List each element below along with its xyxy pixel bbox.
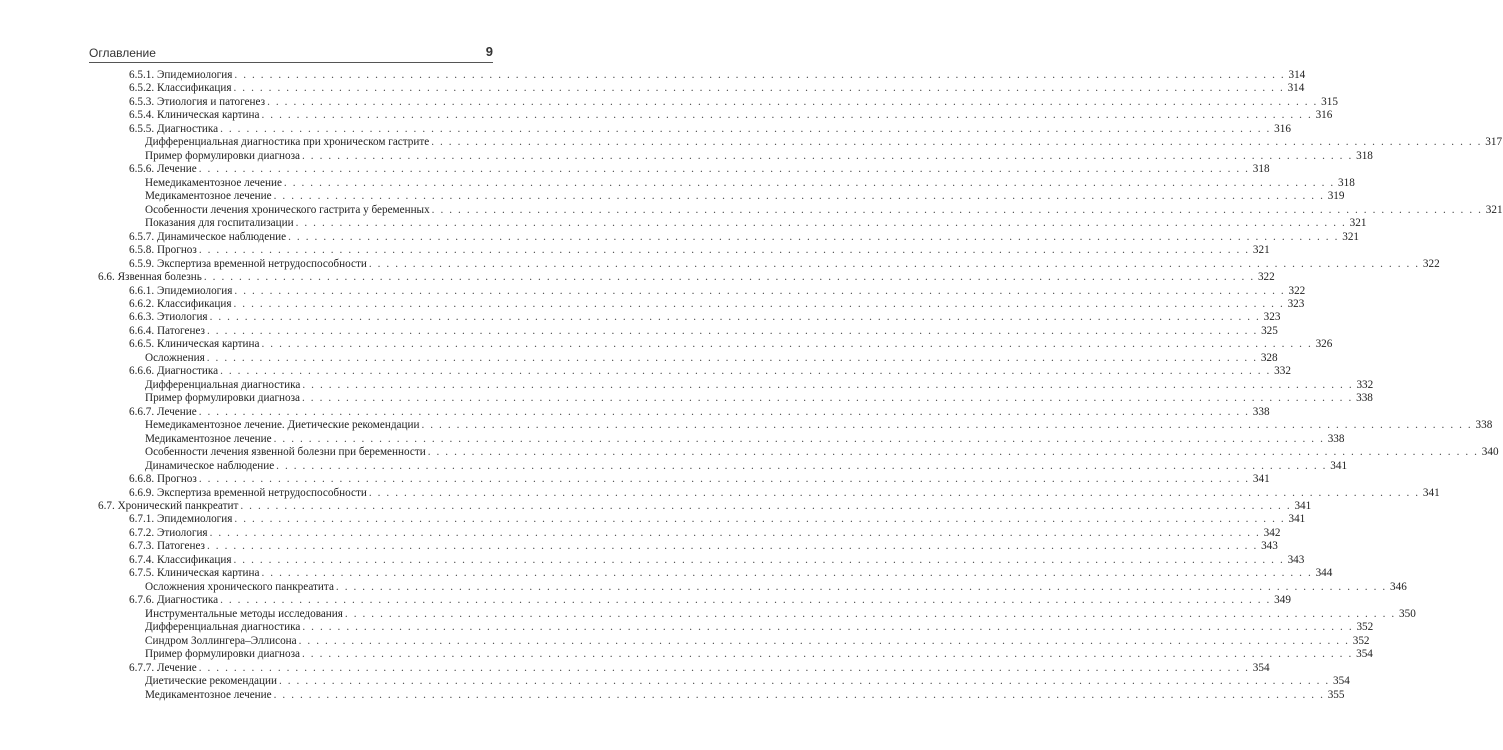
toc-entry-page: 321 (1349, 217, 1367, 230)
toc-entry (89, 432, 1345, 446)
toc-entry-page: 340 (1481, 446, 1499, 459)
toc-entry-page: 338 (1252, 405, 1270, 418)
toc-entry-title: 6.6.1. Эпидемиология (129, 284, 233, 297)
toc-dot-leader: . . . . . . . . . . . . . . . . . . . . . . . . . . . . . . . . . . . . . . . . . . . . . . . . . . . . . . . . . . . . . . . . . . . . . . . . . . . . . . . . . . . . . . . . . . . . . . . . . . . . . . . . . . . . . . . . . . . . . . . . (368, 257, 1420, 270)
toc-entry-page: 321 (1485, 203, 1503, 216)
toc-entry-title: Особенности лечения хронического гастрита у беременных (145, 203, 430, 216)
toc-entry-title: 6.7.6. Диагностика (129, 594, 219, 607)
toc-entry (89, 284, 1306, 298)
toc-entry-title: Медикаментозное лечение (145, 432, 272, 445)
toc-entry (89, 297, 1305, 311)
toc-entry (89, 526, 1281, 540)
toc-entry (89, 473, 1270, 486)
toc-dot-leader: . . . . . . . . . . . . . . . . . . . . . . . . . . . . . . . . . . . . . . . . . . . . . . . . . . . . . . . . . . . . . . . . . . . . . . . . . . . . . . . . . . . . . . . . . . . . . . . . . . . . . . . . . . . . . . . . . . . . . . . . (427, 446, 1479, 459)
toc-entry-page: 341 (1422, 486, 1440, 499)
toc-entry-title: Синдром Золлингера–Эллисона (145, 634, 297, 647)
toc-entry-page: 352 (1356, 621, 1374, 634)
toc-entry (89, 176, 1355, 190)
toc-dot-leader: . . . . . . . . . . . . . . . . . . . . . . . . . . . . . . . . . . . . . . . . . . . . . . . . . . . . . . . . . . . . . . . . . . . . . . . . . . . . . . . . . . . . . . . . . . . . . . . . . . . . . . . . . . . . . . . . . . . . . . . . (283, 176, 1335, 189)
toc-entry-title: 6.7.5. Клиническая картина (129, 567, 260, 580)
toc-entry-page: 318 (1252, 163, 1270, 176)
toc-dot-leader: . . . . . . . . . . . . . . . . . . . . . . . . . . . . . . . . . . . . . . . . . . . . . . . . . . . . . . . . . . . . . . . . . . . . . . . . . . . . . . . . . . . . . . . . . . . . . . . . . . . . . . . . . . . . . . . . . . . . . . . . (298, 634, 1350, 647)
toc-entry-page: 318 (1356, 149, 1373, 162)
toc-entry (89, 351, 1278, 365)
toc-dot-leader: . . . . . . . . . . . . . . . . . . . . . . . . . . . . . . . . . . . . . . . . . . . . . . . . . . . . . . . . . . . . . . . . . . . . . . . . . . . . . . . . . . . . . . . . . . . . . . . . . . . . . . . . . . . . . . . . . . . . . . . . (295, 217, 1347, 230)
toc-entry-title: Осложнения (145, 351, 205, 364)
toc-entry (89, 688, 1345, 702)
toc-entry (89, 500, 1312, 513)
toc-entry-page: 328 (1260, 351, 1278, 364)
toc-dot-leader: . . . . . . . . . . . . . . . . . . . . . . . . . . . . . . . . . . . . . . . . . . . . . . . . . . . . . . . . . . . . . . . . . . . . . . . . . . . . . . . . . . . . . . . . . . . . . . . . . . . . . . . . . . . . . . . . . . . . . . . . (234, 513, 1286, 526)
toc-entry (89, 634, 1370, 648)
toc-entry (89, 459, 1348, 473)
toc-entry-page: 352 (1352, 634, 1370, 647)
toc-entry (89, 378, 1374, 392)
toc-entry (89, 365, 1291, 378)
toc-entry (89, 553, 1305, 567)
toc-entry-page: 318 (1338, 176, 1355, 189)
toc-entry-page: 355 (1327, 688, 1345, 701)
toc-entry-title: Немедикаментозное лечение. Диетические рекомендации (145, 419, 420, 432)
toc-entry-title: Медикаментозное лечение (145, 688, 272, 701)
toc-dot-leader: . . . . . . . . . . . . . . . . . . . . . . . . . . . . . . . . . . . . . . . . . . . . . . . . . . . . . . . . . . . . . . . . . . . . . . . . . . . . . . . . . . . . . . . . . . . . . . . . . . . . . . . . . . . . . . . . . . . . . . . . (198, 661, 1250, 674)
page-number: 9 (485, 44, 493, 59)
toc-entry-title: 6.6.7. Лечение (129, 405, 197, 418)
toc-entry (89, 419, 1493, 432)
toc-entry-title: 6.7.3. Патогенез (129, 540, 205, 553)
toc-entry-title: 6.7.4. Классификация (129, 553, 232, 566)
toc-entry-title: Особенности лечения язвенной болезни при беременности (145, 446, 426, 459)
toc-entry (89, 540, 1278, 553)
toc-entry (89, 136, 1503, 149)
toc-entry (89, 338, 1333, 351)
toc-entry (89, 271, 1275, 284)
toc-entry-title: Показания для госпитализации (145, 217, 294, 230)
toc-entry-title: Дифференциальная диагностика (145, 621, 301, 634)
toc-entry-page: 315 (1321, 95, 1338, 108)
toc-dot-leader: . . . . . . . . . . . . . . . . . . . . . . . . . . . . . . . . . . . . . . . . . . . . . . . . . . . . . . . . . . . . . . . . . . . . . . . . . . . . . . . . . . . . . . . . . . . . . . . . . . . . . . . . . . . . . . . . . . . . . . . . (344, 607, 1396, 620)
toc-entry (89, 109, 1333, 122)
toc-entry-title: 6.5.6. Лечение (129, 163, 197, 176)
toc-dot-leader: . . . . . . . . . . . . . . . . . . . . . . . . . . . . . . . . . . . . . . . . . . . . . . . . . . . . . . . . . . . . . . . . . . . . . . . . . . . . . . . . . . . . . . . . . . . . . . . . . . . . . . . . . . . . . . . . . . . . . . . . (335, 580, 1387, 593)
toc-dot-leader: . . . . . . . . . . . . . . . . . . . . . . . . . . . . . . . . . . . . . . . . . . . . . . . . . . . . . . . . . . . . . . . . . . . . . . . . . . . . . . . . . . . . . . . . . . . . . . . . . . . . . . . . . . . . . . . . . . . . . . . . (278, 675, 1330, 688)
toc-dot-leader: . . . . . . . . . . . . . . . . . . . . . . . . . . . . . . . . . . . . . . . . . . . . . . . . . . . . . . . . . . . . . . . . . . . . . . . . . . . . . . . . . . . . . . . . . . . . . . . . . . . . . . . . . . . . . . . . . . . . . . . . (220, 594, 1271, 607)
toc-entry (89, 311, 1281, 324)
toc-entry-page: 314 (1287, 82, 1305, 95)
toc-entry (89, 513, 1306, 526)
toc-entry-title: Инструментальные методы исследования (145, 607, 343, 620)
toc-entry (89, 217, 1367, 230)
header-rule (89, 62, 493, 63)
toc-entry (89, 149, 1373, 163)
toc-entry (89, 594, 1291, 607)
toc-entry (89, 567, 1333, 580)
toc-entry-title: 6.6.5. Клиническая картина (129, 338, 260, 351)
toc-entry-page: 323 (1263, 311, 1281, 324)
toc-entry-page: 321 (1342, 230, 1359, 243)
toc-entry (89, 324, 1278, 338)
toc-dot-leader: . . . . . . . . . . . . . . . . . . . . . . . . . . . . . . . . . . . . . . . . . . . . . . . . . . . . . . . . . . . . . . . . . . . . . . . . . . . . . . . . . . . . . . . . . . . . . . . . . . . . . . . . . . . . . . . . . . . . . . . . (302, 621, 1354, 634)
toc-entry (89, 257, 1440, 271)
toc-dot-leader: . . . . . . . . . . . . . . . . . . . . . . . . . . . . . . . . . . . . . . . . . . . . . . . . . . . . . . . . . . . . . . . . . . . . . . . . . . . . . . . . . . . . . . . . . . . . . . . . . . . . . . . . . . . . . . . . . . . . . . . . (276, 459, 1328, 472)
toc-entry-page: 342 (1263, 526, 1281, 539)
toc-entry-title: Немедикаментозное лечение (145, 176, 282, 189)
toc-dot-leader: . . . . . . . . . . . . . . . . . . . . . . . . . . . . . . . . . . . . . . . . . . . . . . . . . . . . . . . . . . . . . . . . . . . . . . . . . . . . . . . . . . . . . . . . . . . . . . . . . . . . . . . . . . . . . . . . . . . . . . . . (234, 69, 1286, 81)
toc-entry-page: 316 (1315, 109, 1333, 122)
toc-entry-title: Осложнения хронического панкреатита (145, 580, 334, 593)
toc-entry-title: 6.7.1. Эпидемиология (129, 513, 233, 526)
toc-entry-page: 341 (1330, 459, 1348, 472)
toc-dot-leader: . . . . . . . . . . . . . . . . . . . . . . . . . . . . . . . . . . . . . . . . . . . . . . . . . . . . . . . . . . . . . . . . . . . . . . . . . . . . . . . . . . . . . . . . . . . . . . . . . . . . . . . . . . . . . . . . . . . . . . . . (206, 351, 1258, 364)
toc-entry (89, 203, 1503, 217)
toc-entry-page: 332 (1274, 365, 1291, 378)
toc-entry (89, 69, 1306, 82)
toc-entry-title: 6.6.9. Экспертиза временной нетрудоспособности (129, 486, 367, 499)
toc-entry-page: 338 (1475, 419, 1493, 432)
toc-entry (89, 392, 1373, 405)
toc-entry (89, 82, 1305, 95)
toc-dot-leader: . . . . . . . . . . . . . . . . . . . . . . . . . . . . . . . . . . . . . . . . . . . . . . . . . . . . . . . . . . . . . . . . . . . . . . . . . . . . . . . . . . . . . . . . . . . . . . . . . . . . . . . . . . . . . . . . . . . . . . . . (421, 419, 1473, 432)
toc-entry-page: 343 (1261, 540, 1278, 553)
toc-entry-title: Динамическое наблюдение (145, 459, 275, 472)
toc-entry-title: Пример формулировки диагноза (145, 648, 301, 661)
toc-entry-page: 349 (1274, 594, 1291, 607)
toc-entry-page: 341 (1252, 473, 1270, 486)
toc-entry-title: Пример формулировки диагноза (145, 149, 301, 162)
toc-entry-title: 6.5.4. Клиническая картина (129, 109, 260, 122)
toc-entry-title: 6.7.2. Этиология (129, 526, 208, 539)
toc-dot-leader: . . . . . . . . . . . . . . . . . . . . . . . . . . . . . . . . . . . . . . . . . . . . . . . . . . . . . . . . . . . . . . . . . . . . . . . . . . . . . . . . . . . . . . . . . . . . . . . . . . . . . . . . . . . . . . . . . . . . . . . . (240, 500, 1292, 512)
toc-entry-page: 326 (1315, 338, 1333, 351)
toc-entry (89, 230, 1359, 244)
toc-entry-page: 322 (1288, 284, 1306, 297)
toc-entry-page: 325 (1261, 324, 1278, 337)
toc-dot-leader: . . . . . . . . . . . . . . . . . . . . . . . . . . . . . . . . . . . . . . . . . . . . . . . . . . . . . . . . . . . . . . . . . . . . . . . . . . . . . . . . . . . . . . . . . . . . . . . . . . . . . . . . . . . . . . . . . . . . . . . . (302, 648, 1353, 661)
toc-entry-title: 6.5.1. Эпидемиология (129, 69, 233, 81)
toc-entry (89, 244, 1270, 257)
toc-entry-page: 317 (1485, 136, 1503, 149)
toc-entry-page: 344 (1315, 567, 1333, 580)
toc-dot-leader: . . . . . . . . . . . . . . . . . . . . . . . . . . . . . . . . . . . . . . . . . . . . . . . . . . . . . . . . . . . . . . . . . . . . . . . . . . . . . . . . . . . . . . . . . . . . . . . . . . . . . . . . . . . . . . . . . . . . . . . . (233, 82, 1285, 95)
toc-dot-leader: . . . . . . . . . . . . . . . . . . . . . . . . . . . . . . . . . . . . . . . . . . . . . . . . . . . . . . . . . . . . . . . . . . . . . . . . . . . . . . . . . . . . . . . . . . . . . . . . . . . . . . . . . . . . . . . . . . . . . . . . (209, 526, 1261, 539)
toc-dot-leader: . . . . . . . . . . . . . . . . . . . . . . . . . . . . . . . . . . . . . . . . . . . . . . . . . . . . . . . . . . . . . . . . . . . . . . . . . . . . . . . . . . . . . . . . . . . . . . . . . . . . . . . . . . . . . . . . . . . . . . . . (209, 311, 1261, 324)
toc-entry (89, 486, 1440, 500)
toc-entry-title: Дифференциальная диагностика (145, 378, 301, 391)
toc-entry-page: 316 (1274, 122, 1291, 135)
toc-dot-leader: . . . . . . . . . . . . . . . . . . . . . . . . . . . . . . . . . . . . . . . . . . . . . . . . . . . . . . . . . . . . . . . . . . . . . . . . . . . . . . . . . . . . . . . . . . . . . . . . . . . . . . . . . . . . . . . . . . . . . . . . (234, 284, 1286, 297)
toc-entry-title: 6.7. Хронический панкреатит (98, 500, 239, 512)
toc-dot-leader: . . . . . . . . . . . . . . . . . . . . . . . . . . . . . . . . . . . . . . . . . . . . . . . . . . . . . . . . . . . . . . . . . . . . . . . . . . . . . . . . . . . . . . . . . . . . . . . . . . . . . . . . . . . . . . . . . . . . . . . . (198, 405, 1250, 418)
toc-dot-leader: . . . . . . . . . . . . . . . . . . . . . . . . . . . . . . . . . . . . . . . . . . . . . . . . . . . . . . . . . . . . . . . . . . . . . . . . . . . . . . . . . . . . . . . . . . . . . . . . . . . . . . . . . . . . . . . . . . . . . . . . (220, 122, 1271, 135)
toc-entry-page: 338 (1356, 392, 1373, 405)
toc-entry-title: 6.5.9. Экспертиза временной нетрудоспособности (129, 257, 367, 270)
toc-entry (89, 661, 1270, 675)
toc-dot-leader: . . . . . . . . . . . . . . . . . . . . . . . . . . . . . . . . . . . . . . . . . . . . . . . . . . . . . . . . . . . . . . . . . . . . . . . . . . . . . . . . . . . . . . . . . . . . . . . . . . . . . . . . . . . . . . . . . . . . . . . . (206, 540, 1258, 553)
toc-entry-title: 6.5.2. Классификация (129, 82, 232, 95)
toc-dot-leader: . . . . . . . . . . . . . . . . . . . . . . . . . . . . . . . . . . . . . . . . . . . . . . . . . . . . . . . . . . . . . . . . . . . . . . . . . . . . . . . . . . . . . . . . . . . . . . . . . . . . . . . . . . . . . . . . . . . . . . . . (431, 136, 1483, 149)
toc-dot-leader: . . . . . . . . . . . . . . . . . . . . . . . . . . . . . . . . . . . . . . . . . . . . . . . . . . . . . . . . . . . . . . . . . . . . . . . . . . . . . . . . . . . . . . . . . . . . . . . . . . . . . . . . . . . . . . . . . . . . . . . . (198, 473, 1250, 486)
toc-entry-page: 332 (1356, 378, 1374, 391)
toc-entry-title: Дифференциальная диагностика при хроническом гастрите (145, 136, 430, 149)
toc-entry-title: 6.6.6. Диагностика (129, 365, 219, 378)
toc-entry (89, 95, 1338, 109)
toc-entry (89, 648, 1373, 661)
toc-entry-page: 343 (1287, 553, 1305, 566)
toc-entry (89, 446, 1499, 459)
toc-entry-page: 322 (1257, 271, 1275, 284)
toc-dot-leader: . . . . . . . . . . . . . . . . . . . . . . . . . . . . . . . . . . . . . . . . . . . . . . . . . . . . . . . . . . . . . . . . . . . . . . . . . . . . . . . . . . . . . . . . . . . . . . . . . . . . . . . . . . . . . . . . . . . . . . . . (273, 190, 1325, 203)
toc-dot-leader: . . . . . . . . . . . . . . . . . . . . . . . . . . . . . . . . . . . . . . . . . . . . . . . . . . . . . . . . . . . . . . . . . . . . . . . . . . . . . . . . . . . . . . . . . . . . . . . . . . . . . . . . . . . . . . . . . . . . . . . . (198, 244, 1250, 257)
toc-dot-leader: . . . . . . . . . . . . . . . . . . . . . . . . . . . . . . . . . . . . . . . . . . . . . . . . . . . . . . . . . . . . . . . . . . . . . . . . . . . . . . . . . . . . . . . . . . . . . . . . . . . . . . . . . . . . . . . . . . . . . . . . (273, 432, 1325, 445)
toc-entry-title: 6.6.2. Классификация (129, 297, 232, 310)
toc-entry (89, 675, 1350, 688)
toc-entry (89, 621, 1374, 634)
toc-dot-leader: . . . . . . . . . . . . . . . . . . . . . . . . . . . . . . . . . . . . . . . . . . . . . . . . . . . . . . . . . . . . . . . . . . . . . . . . . . . . . . . . . . . . . . . . . . . . . . . . . . . . . . . . . . . . . . . . . . . . . . . . (273, 688, 1325, 701)
toc-entry-page: 350 (1399, 607, 1416, 620)
toc-entry-title: 6.6.8. Прогноз (129, 473, 197, 486)
toc-entry (89, 607, 1416, 621)
toc-entry-title: Медикаментозное лечение (145, 190, 272, 203)
running-header (89, 44, 493, 62)
running-header-title: Оглавление (89, 46, 156, 60)
toc-entry-page: 341 (1288, 513, 1306, 526)
toc-dot-leader: . . . . . . . . . . . . . . . . . . . . . . . . . . . . . . . . . . . . . . . . . . . . . . . . . . . . . . . . . . . . . . . . . . . . . . . . . . . . . . . . . . . . . . . . . . . . . . . . . . . . . . . . . . . . . . . . . . . . . . . . (233, 297, 1285, 310)
toc-dot-leader: . . . . . . . . . . . . . . . . . . . . . . . . . . . . . . . . . . . . . . . . . . . . . . . . . . . . . . . . . . . . . . . . . . . . . . . . . . . . . . . . . . . . . . . . . . . . . . . . . . . . . . . . . . . . . . . . . . . . . . . . (233, 553, 1285, 566)
toc-entry-page: 314 (1288, 69, 1306, 81)
toc-entry-page: 354 (1356, 648, 1373, 661)
toc-entry-title: 6.5.8. Прогноз (129, 244, 197, 257)
toc-entry-title: 6.7.7. Лечение (129, 661, 197, 674)
toc-entry (89, 163, 1270, 176)
toc-entry-title: 6.5.5. Диагностика (129, 122, 219, 135)
toc-dot-leader: . . . . . . . . . . . . . . . . . . . . . . . . . . . . . . . . . . . . . . . . . . . . . . . . . . . . . . . . . . . . . . . . . . . . . . . . . . . . . . . . . . . . . . . . . . . . . . . . . . . . . . . . . . . . . . . . . . . . . . . . (261, 109, 1313, 122)
toc-dot-leader: . . . . . . . . . . . . . . . . . . . . . . . . . . . . . . . . . . . . . . . . . . . . . . . . . . . . . . . . . . . . . . . . . . . . . . . . . . . . . . . . . . . . . . . . . . . . . . . . . . . . . . . . . . . . . . . . . . . . . . . . (302, 392, 1353, 405)
toc-entry-title: 6.5.3. Этиология и патогенез (129, 95, 266, 108)
toc-entry-page: 322 (1422, 257, 1440, 270)
toc-dot-leader: . . . . . . . . . . . . . . . . . . . . . . . . . . . . . . . . . . . . . . . . . . . . . . . . . . . . . . . . . . . . . . . . . . . . . . . . . . . . . . . . . . . . . . . . . . . . . . . . . . . . . . . . . . . . . . . . . . . . . . . . (288, 230, 1339, 243)
toc-entry-page: 319 (1327, 190, 1345, 203)
toc-dot-leader: . . . . . . . . . . . . . . . . . . . . . . . . . . . . . . . . . . . . . . . . . . . . . . . . . . . . . . . . . . . . . . . . . . . . . . . . . . . . . . . . . . . . . . . . . . . . . . . . . . . . . . . . . . . . . . . . . . . . . . . . (220, 365, 1271, 378)
toc-entry-page: 338 (1327, 432, 1345, 445)
toc-entry (89, 580, 1407, 594)
toc-entry-title: 6.6.4. Патогенез (129, 324, 205, 337)
toc-dot-leader: . . . . . . . . . . . . . . . . . . . . . . . . . . . . . . . . . . . . . . . . . . . . . . . . . . . . . . . . . . . . . . . . . . . . . . . . . . . . . . . . . . . . . . . . . . . . . . . . . . . . . . . . . . . . . . . . . . . . . . . . (198, 163, 1250, 176)
toc-entry (89, 122, 1291, 136)
toc-entry (89, 405, 1270, 419)
toc-entry-page: 346 (1390, 580, 1407, 593)
toc-entry-page: 323 (1287, 297, 1305, 310)
toc-dot-leader: . . . . . . . . . . . . . . . . . . . . . . . . . . . . . . . . . . . . . . . . . . . . . . . . . . . . . . . . . . . . . . . . . . . . . . . . . . . . . . . . . . . . . . . . . . . . . . . . . . . . . . . . . . . . . . . . . . . . . . . . (206, 324, 1258, 337)
table-of-contents (89, 69, 1503, 702)
toc-entry-page: 321 (1252, 244, 1270, 257)
toc-entry-page: 354 (1252, 661, 1270, 674)
toc-dot-leader: . . . . . . . . . . . . . . . . . . . . . . . . . . . . . . . . . . . . . . . . . . . . . . . . . . . . . . . . . . . . . . . . . . . . . . . . . . . . . . . . . . . . . . . . . . . . . . . . . . . . . . . . . . . . . . . . . . . . . . . . (302, 149, 1353, 162)
toc-entry-title: 6.5.7. Динамическое наблюдение (129, 230, 287, 243)
toc-entry (89, 190, 1345, 203)
toc-entry-title: Диетические рекомендации (145, 675, 277, 688)
toc-entry-page: 354 (1333, 675, 1350, 688)
toc-dot-leader: . . . . . . . . . . . . . . . . . . . . . . . . . . . . . . . . . . . . . . . . . . . . . . . . . . . . . . . . . . . . . . . . . . . . . . . . . . . . . . . . . . . . . . . . . . . . . . . . . . . . . . . . . . . . . . . . . . . . . . . . (368, 486, 1420, 499)
toc-dot-leader: . . . . . . . . . . . . . . . . . . . . . . . . . . . . . . . . . . . . . . . . . . . . . . . . . . . . . . . . . . . . . . . . . . . . . . . . . . . . . . . . . . . . . . . . . . . . . . . . . . . . . . . . . . . . . . . . . . . . . . . . (203, 271, 1255, 284)
toc-entry-title: 6.6.3. Этиология (129, 311, 208, 324)
toc-dot-leader: . . . . . . . . . . . . . . . . . . . . . . . . . . . . . . . . . . . . . . . . . . . . . . . . . . . . . . . . . . . . . . . . . . . . . . . . . . . . . . . . . . . . . . . . . . . . . . . . . . . . . . . . . . . . . . . . . . . . . . . . (431, 203, 1483, 216)
toc-dot-leader: . . . . . . . . . . . . . . . . . . . . . . . . . . . . . . . . . . . . . . . . . . . . . . . . . . . . . . . . . . . . . . . . . . . . . . . . . . . . . . . . . . . . . . . . . . . . . . . . . . . . . . . . . . . . . . . . . . . . . . . . (261, 567, 1313, 580)
toc-dot-leader: . . . . . . . . . . . . . . . . . . . . . . . . . . . . . . . . . . . . . . . . . . . . . . . . . . . . . . . . . . . . . . . . . . . . . . . . . . . . . . . . . . . . . . . . . . . . . . . . . . . . . . . . . . . . . . . . . . . . . . . . (261, 338, 1313, 351)
toc-dot-leader: . . . . . . . . . . . . . . . . . . . . . . . . . . . . . . . . . . . . . . . . . . . . . . . . . . . . . . . . . . . . . . . . . . . . . . . . . . . . . . . . . . . . . . . . . . . . . . . . . . . . . . . . . . . . . . . . . . . . . . . . (267, 95, 1318, 108)
toc-dot-leader: . . . . . . . . . . . . . . . . . . . . . . . . . . . . . . . . . . . . . . . . . . . . . . . . . . . . . . . . . . . . . . . . . . . . . . . . . . . . . . . . . . . . . . . . . . . . . . . . . . . . . . . . . . . . . . . . . . . . . . . . (302, 378, 1354, 391)
toc-entry-title: 6.6. Язвенная болезнь (98, 271, 202, 284)
toc-entry-page: 341 (1294, 500, 1312, 512)
toc-entry-title: Пример формулировки диагноза (145, 392, 301, 405)
